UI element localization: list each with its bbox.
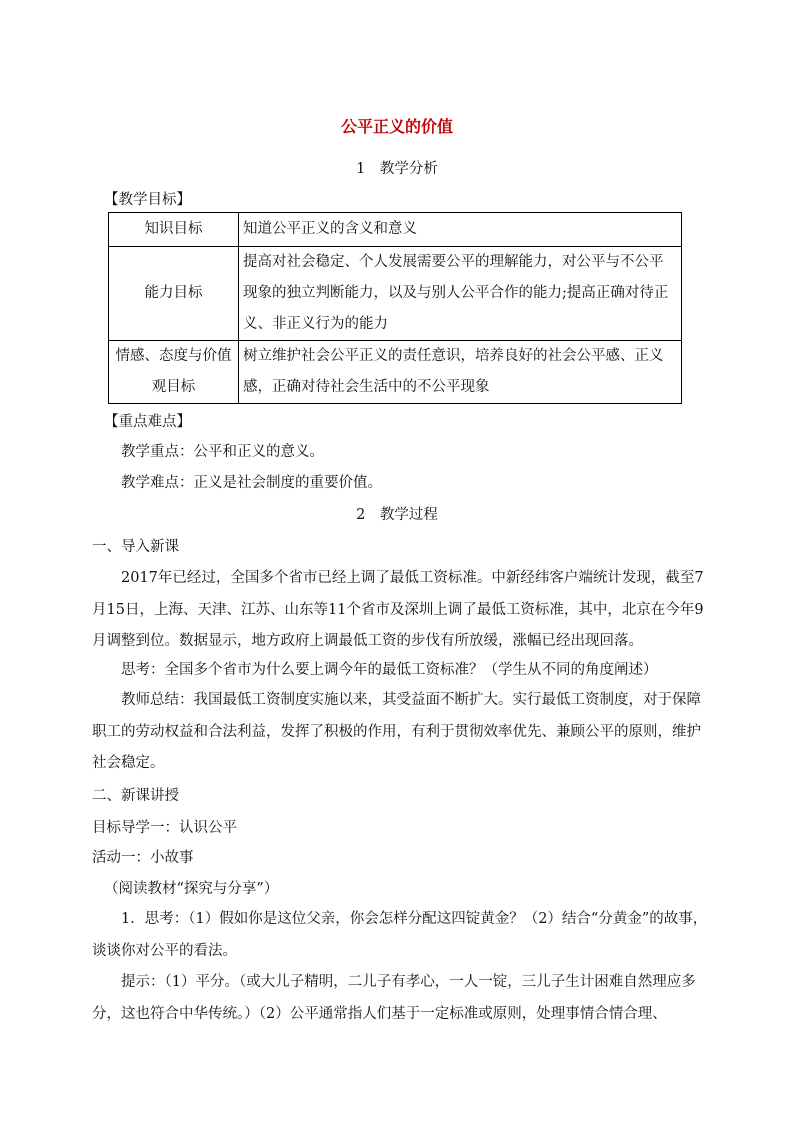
part2-heading: 二、新课讲授 [92, 788, 179, 804]
section-heading-analysis: 1 教学分析 [356, 161, 438, 177]
teacher-summary: 教师总结：我国最低工资制度实施以来，其受益面不断扩大。实行最低工资制度，对于保障职工的劳动权益和合法利益，发挥了积极的作用，有利于贯彻效率优先、兼顾公平的原则，维护社会稳定。 [92, 692, 701, 771]
table-row [109, 213, 682, 247]
goal-content-knowledge: 知道公平正义的含义和意义 [239, 213, 682, 247]
read-textbook: （阅读教材“探究与分享”） [104, 881, 279, 897]
activity-1: 活动一：小故事 [92, 850, 194, 866]
teaching-goals-table [108, 212, 682, 404]
goal-guide-1: 目标导学一：认识公平 [92, 820, 237, 836]
goal-label-knowledge: 知识目标 [109, 213, 239, 247]
table-row [109, 247, 682, 341]
goal-label-emotion: 情感、态度与价值观目标 [109, 341, 239, 404]
key-point: 教学重点：公平和正义的意义。 [121, 444, 324, 460]
key-points-heading: 【重点难点】 [104, 414, 191, 430]
part1-heading: 一、导入新课 [92, 539, 179, 555]
question-1: 1．思考：（1）假如你是这位父亲，你会怎样分配这四锭黄金？（2）结合“分黄金”的故事，谈谈你对公平的看法。 [92, 911, 708, 959]
document-title: 公平正义的价值 [340, 117, 453, 136]
section-heading-process: 2 教学过程 [356, 507, 438, 523]
goal-content-ability: 提高对社会稳定、个人发展需要公平的理解能力，对公平与不公平现象的独立判断能力，以及与别人公平合作的能力;提高正确对待正义、非正义行为的能力 [239, 247, 682, 341]
table-row [109, 341, 682, 404]
teaching-goals-heading: 【教学目标】 [104, 192, 191, 208]
goal-content-emotion: 树立维护社会公平正义的责任意识，培养良好的社会公平感、正义感，正确对待社会生活中的不公平现象 [239, 341, 682, 404]
hint-1: 提示：（1）平分。（或大儿子精明，二儿子有孝心，一人一锭，三儿子生计困难自然理应多分，这也符合中华传统。）（2）公平通常指人们基于一定标准或原则，处理事情合情合理、 [92, 974, 696, 1022]
difficult-point: 教学难点：正义是社会制度的重要价值。 [121, 475, 382, 491]
intro-paragraph: 2017年已经过，全国多个省市已经上调了最低工资标准。中新经纬客户端统计发现，截至7月15日，上海、天津、江苏、山东等11个省市及深圳上调了最低工资标准，其中，北京在今年9月调整到位。数据显示，地方政府上调最低工资的步伐有所放缓，涨幅已经出现回落。 [92, 570, 704, 649]
goal-label-ability: 能力目标 [109, 247, 239, 341]
think-question: 思考：全国多个省市为什么要上调今年的最低工资标准？（学生从不同的角度阐述） [121, 662, 658, 678]
